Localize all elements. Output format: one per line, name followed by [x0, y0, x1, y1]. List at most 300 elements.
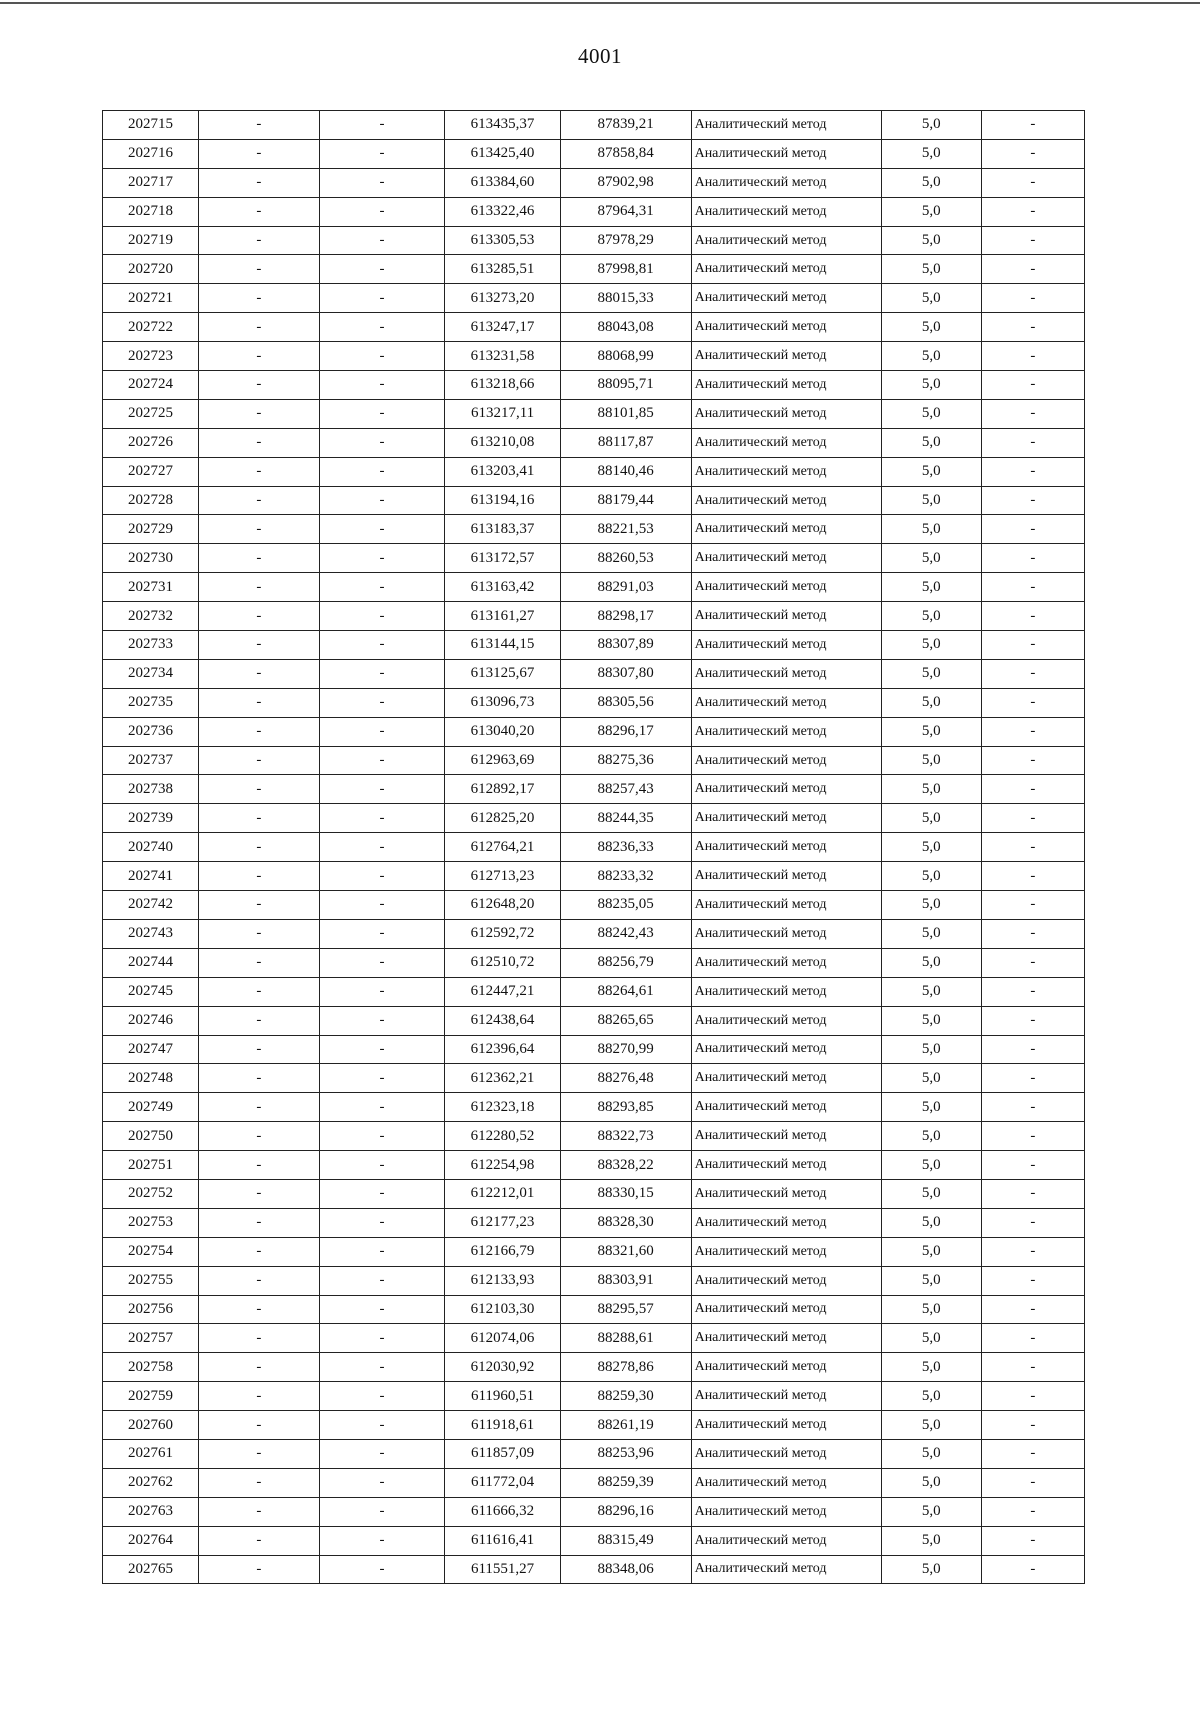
dash-cell: -: [981, 1208, 1084, 1237]
x-coordinate-cell: 613425,40: [445, 139, 560, 168]
point-number-cell: 202724: [103, 371, 199, 400]
dash-cell: -: [981, 313, 1084, 342]
point-number-cell: 202752: [103, 1179, 199, 1208]
table-row: [103, 284, 1085, 313]
table-row: [103, 1411, 1085, 1440]
method-cell: Аналитический метод: [691, 226, 881, 255]
table-row: [103, 1526, 1085, 1555]
dash-cell: -: [199, 1266, 320, 1295]
dash-cell: -: [199, 1353, 320, 1382]
table-row: [103, 919, 1085, 948]
table-row: [103, 139, 1085, 168]
dash-cell: -: [981, 1526, 1084, 1555]
method-cell: Аналитический метод: [691, 919, 881, 948]
method-cell: Аналитический метод: [691, 631, 881, 660]
table-row: [103, 891, 1085, 920]
dash-cell: -: [199, 111, 320, 140]
dash-cell: -: [199, 1324, 320, 1353]
y-coordinate-cell: 88265,65: [560, 1006, 691, 1035]
x-coordinate-cell: 613305,53: [445, 226, 560, 255]
y-coordinate-cell: 88348,06: [560, 1555, 691, 1584]
accuracy-cell: 5,0: [881, 919, 981, 948]
dash-cell: -: [319, 1497, 445, 1526]
accuracy-cell: 5,0: [881, 1237, 981, 1266]
method-cell: Аналитический метод: [691, 1179, 881, 1208]
y-coordinate-cell: 88278,86: [560, 1353, 691, 1382]
dash-cell: -: [199, 486, 320, 515]
dash-cell: -: [199, 1526, 320, 1555]
table-row: [103, 775, 1085, 804]
dash-cell: -: [319, 688, 445, 717]
dash-cell: -: [981, 428, 1084, 457]
accuracy-cell: 5,0: [881, 1468, 981, 1497]
dash-cell: -: [319, 1468, 445, 1497]
method-cell: Аналитический метод: [691, 1122, 881, 1151]
dash-cell: -: [199, 515, 320, 544]
point-number-cell: 202725: [103, 399, 199, 428]
accuracy-cell: 5,0: [881, 1526, 981, 1555]
table-row: [103, 1064, 1085, 1093]
dash-cell: -: [199, 1064, 320, 1093]
x-coordinate-cell: 612713,23: [445, 862, 560, 891]
dash-cell: -: [199, 197, 320, 226]
x-coordinate-cell: 612212,01: [445, 1179, 560, 1208]
dash-cell: -: [319, 168, 445, 197]
table-row: [103, 342, 1085, 371]
y-coordinate-cell: 88179,44: [560, 486, 691, 515]
dash-cell: -: [981, 1382, 1084, 1411]
dash-cell: -: [981, 688, 1084, 717]
dash-cell: -: [981, 1006, 1084, 1035]
x-coordinate-cell: 613040,20: [445, 717, 560, 746]
y-coordinate-cell: 88293,85: [560, 1093, 691, 1122]
method-cell: Аналитический метод: [691, 1151, 881, 1180]
dash-cell: -: [199, 659, 320, 688]
method-cell: Аналитический метод: [691, 1468, 881, 1497]
y-coordinate-cell: 88305,56: [560, 688, 691, 717]
method-cell: Аналитический метод: [691, 1324, 881, 1353]
method-cell: Аналитический метод: [691, 977, 881, 1006]
dash-cell: -: [981, 515, 1084, 544]
dash-cell: -: [199, 1208, 320, 1237]
y-coordinate-cell: 88242,43: [560, 919, 691, 948]
dash-cell: -: [319, 1208, 445, 1237]
x-coordinate-cell: 611551,27: [445, 1555, 560, 1584]
point-number-cell: 202756: [103, 1295, 199, 1324]
dash-cell: -: [319, 891, 445, 920]
y-coordinate-cell: 88235,05: [560, 891, 691, 920]
accuracy-cell: 5,0: [881, 1208, 981, 1237]
dash-cell: -: [199, 602, 320, 631]
table-row: [103, 1122, 1085, 1151]
accuracy-cell: 5,0: [881, 1353, 981, 1382]
table-row: [103, 804, 1085, 833]
x-coordinate-cell: 612030,92: [445, 1353, 560, 1382]
point-number-cell: 202750: [103, 1122, 199, 1151]
method-cell: Аналитический метод: [691, 371, 881, 400]
method-cell: Аналитический метод: [691, 1382, 881, 1411]
method-cell: Аналитический метод: [691, 775, 881, 804]
point-number-cell: 202763: [103, 1497, 199, 1526]
dash-cell: -: [319, 1006, 445, 1035]
dash-cell: -: [319, 255, 445, 284]
dash-cell: -: [981, 255, 1084, 284]
method-cell: Аналитический метод: [691, 1353, 881, 1382]
accuracy-cell: 5,0: [881, 168, 981, 197]
dash-cell: -: [981, 775, 1084, 804]
accuracy-cell: 5,0: [881, 1006, 981, 1035]
table-row: [103, 1151, 1085, 1180]
point-number-cell: 202734: [103, 659, 199, 688]
x-coordinate-cell: 611960,51: [445, 1382, 560, 1411]
dash-cell: -: [319, 486, 445, 515]
point-number-cell: 202731: [103, 573, 199, 602]
dash-cell: -: [199, 226, 320, 255]
dash-cell: -: [319, 919, 445, 948]
point-number-cell: 202762: [103, 1468, 199, 1497]
dash-cell: -: [319, 573, 445, 602]
point-number-cell: 202736: [103, 717, 199, 746]
point-number-cell: 202759: [103, 1382, 199, 1411]
point-number-cell: 202737: [103, 746, 199, 775]
dash-cell: -: [319, 602, 445, 631]
dash-cell: -: [319, 284, 445, 313]
dash-cell: -: [319, 1353, 445, 1382]
table-row: [103, 197, 1085, 226]
accuracy-cell: 5,0: [881, 717, 981, 746]
x-coordinate-cell: 612648,20: [445, 891, 560, 920]
accuracy-cell: 5,0: [881, 1497, 981, 1526]
method-cell: Аналитический метод: [691, 1237, 881, 1266]
y-coordinate-cell: 88307,80: [560, 659, 691, 688]
table-row: [103, 948, 1085, 977]
method-cell: Аналитический метод: [691, 111, 881, 140]
x-coordinate-cell: 613203,41: [445, 457, 560, 486]
dash-cell: -: [981, 1266, 1084, 1295]
table-row: [103, 573, 1085, 602]
accuracy-cell: 5,0: [881, 1179, 981, 1208]
y-coordinate-cell: 88015,33: [560, 284, 691, 313]
accuracy-cell: 5,0: [881, 226, 981, 255]
method-cell: Аналитический метод: [691, 1439, 881, 1468]
y-coordinate-cell: 88330,15: [560, 1179, 691, 1208]
dash-cell: -: [981, 977, 1084, 1006]
y-coordinate-cell: 88270,99: [560, 1035, 691, 1064]
method-cell: Аналитический метод: [691, 1064, 881, 1093]
x-coordinate-cell: 611857,09: [445, 1439, 560, 1468]
method-cell: Аналитический метод: [691, 255, 881, 284]
x-coordinate-cell: 612133,93: [445, 1266, 560, 1295]
x-coordinate-cell: 613322,46: [445, 197, 560, 226]
dash-cell: -: [199, 139, 320, 168]
method-cell: Аналитический метод: [691, 1526, 881, 1555]
dash-cell: -: [981, 544, 1084, 573]
dash-cell: -: [319, 833, 445, 862]
method-cell: Аналитический метод: [691, 197, 881, 226]
table-row: [103, 1006, 1085, 1035]
table-row: [103, 862, 1085, 891]
accuracy-cell: 5,0: [881, 486, 981, 515]
dash-cell: -: [981, 1468, 1084, 1497]
dash-cell: -: [199, 1411, 320, 1440]
y-coordinate-cell: 88291,03: [560, 573, 691, 602]
dash-cell: -: [319, 804, 445, 833]
accuracy-cell: 5,0: [881, 1555, 981, 1584]
dash-cell: -: [319, 1266, 445, 1295]
dash-cell: -: [199, 1468, 320, 1497]
accuracy-cell: 5,0: [881, 371, 981, 400]
x-coordinate-cell: 612362,21: [445, 1064, 560, 1093]
dash-cell: -: [199, 1555, 320, 1584]
method-cell: Аналитический метод: [691, 833, 881, 862]
dash-cell: -: [199, 977, 320, 1006]
dash-cell: -: [981, 919, 1084, 948]
y-coordinate-cell: 88233,32: [560, 862, 691, 891]
accuracy-cell: 5,0: [881, 775, 981, 804]
dash-cell: -: [981, 659, 1084, 688]
dash-cell: -: [319, 1122, 445, 1151]
accuracy-cell: 5,0: [881, 1324, 981, 1353]
table-row: [103, 717, 1085, 746]
dash-cell: -: [319, 197, 445, 226]
dash-cell: -: [319, 746, 445, 775]
dash-cell: -: [199, 1237, 320, 1266]
dash-cell: -: [981, 573, 1084, 602]
point-number-cell: 202720: [103, 255, 199, 284]
accuracy-cell: 5,0: [881, 746, 981, 775]
method-cell: Аналитический метод: [691, 428, 881, 457]
table-row: [103, 1266, 1085, 1295]
dash-cell: -: [981, 804, 1084, 833]
table-row: [103, 659, 1085, 688]
dash-cell: -: [981, 168, 1084, 197]
dash-cell: -: [319, 371, 445, 400]
dash-cell: -: [981, 833, 1084, 862]
x-coordinate-cell: 613183,37: [445, 515, 560, 544]
x-coordinate-cell: 612825,20: [445, 804, 560, 833]
dash-cell: -: [981, 891, 1084, 920]
accuracy-cell: 5,0: [881, 255, 981, 284]
table-row: [103, 1468, 1085, 1497]
dash-cell: -: [199, 342, 320, 371]
page-number: 4001: [578, 44, 622, 68]
dash-cell: -: [199, 948, 320, 977]
dash-cell: -: [981, 226, 1084, 255]
coordinates-table: [102, 110, 1085, 1584]
y-coordinate-cell: 87858,84: [560, 139, 691, 168]
dash-cell: -: [319, 1035, 445, 1064]
method-cell: Аналитический метод: [691, 1555, 881, 1584]
y-coordinate-cell: 88328,30: [560, 1208, 691, 1237]
x-coordinate-cell: 612764,21: [445, 833, 560, 862]
dash-cell: -: [981, 1179, 1084, 1208]
y-coordinate-cell: 88321,60: [560, 1237, 691, 1266]
dash-cell: -: [199, 168, 320, 197]
y-coordinate-cell: 88244,35: [560, 804, 691, 833]
accuracy-cell: 5,0: [881, 399, 981, 428]
dash-cell: -: [981, 1497, 1084, 1526]
table-row: [103, 1179, 1085, 1208]
dash-cell: -: [319, 457, 445, 486]
dash-cell: -: [199, 891, 320, 920]
dash-cell: -: [981, 1035, 1084, 1064]
point-number-cell: 202721: [103, 284, 199, 313]
point-number-cell: 202761: [103, 1439, 199, 1468]
x-coordinate-cell: 612892,17: [445, 775, 560, 804]
dash-cell: -: [319, 139, 445, 168]
accuracy-cell: 5,0: [881, 631, 981, 660]
method-cell: Аналитический метод: [691, 284, 881, 313]
accuracy-cell: 5,0: [881, 342, 981, 371]
method-cell: Аналитический метод: [691, 602, 881, 631]
table-row: [103, 111, 1085, 140]
dash-cell: -: [981, 862, 1084, 891]
y-coordinate-cell: 88264,61: [560, 977, 691, 1006]
dash-cell: -: [199, 862, 320, 891]
method-cell: Аналитический метод: [691, 948, 881, 977]
x-coordinate-cell: 612166,79: [445, 1237, 560, 1266]
x-coordinate-cell: 613144,15: [445, 631, 560, 660]
y-coordinate-cell: 88257,43: [560, 775, 691, 804]
dash-cell: -: [199, 1295, 320, 1324]
table-row: [103, 631, 1085, 660]
x-coordinate-cell: 612177,23: [445, 1208, 560, 1237]
method-cell: Аналитический метод: [691, 1295, 881, 1324]
table-row: [103, 255, 1085, 284]
x-coordinate-cell: 613273,20: [445, 284, 560, 313]
method-cell: Аналитический метод: [691, 486, 881, 515]
accuracy-cell: 5,0: [881, 1295, 981, 1324]
accuracy-cell: 5,0: [881, 1411, 981, 1440]
accuracy-cell: 5,0: [881, 602, 981, 631]
point-number-cell: 202722: [103, 313, 199, 342]
x-coordinate-cell: 611772,04: [445, 1468, 560, 1497]
accuracy-cell: 5,0: [881, 1035, 981, 1064]
point-number-cell: 202746: [103, 1006, 199, 1035]
table-row: [103, 746, 1085, 775]
method-cell: Аналитический метод: [691, 399, 881, 428]
point-number-cell: 202741: [103, 862, 199, 891]
y-coordinate-cell: 88259,30: [560, 1382, 691, 1411]
table-row: [103, 1324, 1085, 1353]
dash-cell: -: [199, 717, 320, 746]
dash-cell: -: [199, 457, 320, 486]
dash-cell: -: [199, 833, 320, 862]
point-number-cell: 202751: [103, 1151, 199, 1180]
dash-cell: -: [319, 544, 445, 573]
x-coordinate-cell: 613096,73: [445, 688, 560, 717]
x-coordinate-cell: 613435,37: [445, 111, 560, 140]
point-number-cell: 202735: [103, 688, 199, 717]
point-number-cell: 202743: [103, 919, 199, 948]
point-number-cell: 202716: [103, 139, 199, 168]
dash-cell: -: [981, 139, 1084, 168]
table-row: [103, 1439, 1085, 1468]
dash-cell: -: [981, 1151, 1084, 1180]
method-cell: Аналитический метод: [691, 1035, 881, 1064]
dash-cell: -: [319, 515, 445, 544]
point-number-cell: 202717: [103, 168, 199, 197]
y-coordinate-cell: 87998,81: [560, 255, 691, 284]
point-number-cell: 202757: [103, 1324, 199, 1353]
point-number-cell: 202723: [103, 342, 199, 371]
dash-cell: -: [981, 948, 1084, 977]
dash-cell: -: [981, 1324, 1084, 1353]
accuracy-cell: 5,0: [881, 111, 981, 140]
y-coordinate-cell: 88260,53: [560, 544, 691, 573]
dash-cell: -: [199, 1439, 320, 1468]
accuracy-cell: 5,0: [881, 573, 981, 602]
dash-cell: -: [981, 1295, 1084, 1324]
method-cell: Аналитический метод: [691, 746, 881, 775]
accuracy-cell: 5,0: [881, 1122, 981, 1151]
accuracy-cell: 5,0: [881, 1151, 981, 1180]
table-row: [103, 602, 1085, 631]
x-coordinate-cell: 612592,72: [445, 919, 560, 948]
dash-cell: -: [981, 1439, 1084, 1468]
dash-cell: -: [319, 1179, 445, 1208]
y-coordinate-cell: 88295,57: [560, 1295, 691, 1324]
y-coordinate-cell: 88288,61: [560, 1324, 691, 1353]
y-coordinate-cell: 88275,36: [560, 746, 691, 775]
x-coordinate-cell: 612323,18: [445, 1093, 560, 1122]
dash-cell: -: [199, 775, 320, 804]
dash-cell: -: [319, 659, 445, 688]
accuracy-cell: 5,0: [881, 891, 981, 920]
dash-cell: -: [319, 977, 445, 1006]
dash-cell: -: [319, 428, 445, 457]
x-coordinate-cell: 612510,72: [445, 948, 560, 977]
y-coordinate-cell: 87902,98: [560, 168, 691, 197]
dash-cell: -: [319, 226, 445, 255]
dash-cell: -: [981, 1122, 1084, 1151]
accuracy-cell: 5,0: [881, 1064, 981, 1093]
method-cell: Аналитический метод: [691, 891, 881, 920]
y-coordinate-cell: 88276,48: [560, 1064, 691, 1093]
table-row: [103, 1208, 1085, 1237]
method-cell: Аналитический метод: [691, 1411, 881, 1440]
dash-cell: -: [319, 342, 445, 371]
x-coordinate-cell: 613161,27: [445, 602, 560, 631]
accuracy-cell: 5,0: [881, 197, 981, 226]
y-coordinate-cell: 87978,29: [560, 226, 691, 255]
table-row: [103, 399, 1085, 428]
table-row: [103, 833, 1085, 862]
method-cell: Аналитический метод: [691, 515, 881, 544]
dash-cell: -: [319, 862, 445, 891]
dash-cell: -: [319, 1237, 445, 1266]
dash-cell: -: [319, 313, 445, 342]
x-coordinate-cell: 613172,57: [445, 544, 560, 573]
dash-cell: -: [199, 399, 320, 428]
method-cell: Аналитический метод: [691, 862, 881, 891]
dash-cell: -: [319, 399, 445, 428]
x-coordinate-cell: 613384,60: [445, 168, 560, 197]
y-coordinate-cell: 88328,22: [560, 1151, 691, 1180]
y-coordinate-cell: 88322,73: [560, 1122, 691, 1151]
y-coordinate-cell: 88095,71: [560, 371, 691, 400]
method-cell: Аналитический метод: [691, 342, 881, 371]
x-coordinate-cell: 613218,66: [445, 371, 560, 400]
point-number-cell: 202742: [103, 891, 199, 920]
x-coordinate-cell: 613217,11: [445, 399, 560, 428]
accuracy-cell: 5,0: [881, 1266, 981, 1295]
y-coordinate-cell: 88117,87: [560, 428, 691, 457]
dash-cell: -: [319, 1526, 445, 1555]
accuracy-cell: 5,0: [881, 139, 981, 168]
table-row: [103, 977, 1085, 1006]
method-cell: Аналитический метод: [691, 688, 881, 717]
